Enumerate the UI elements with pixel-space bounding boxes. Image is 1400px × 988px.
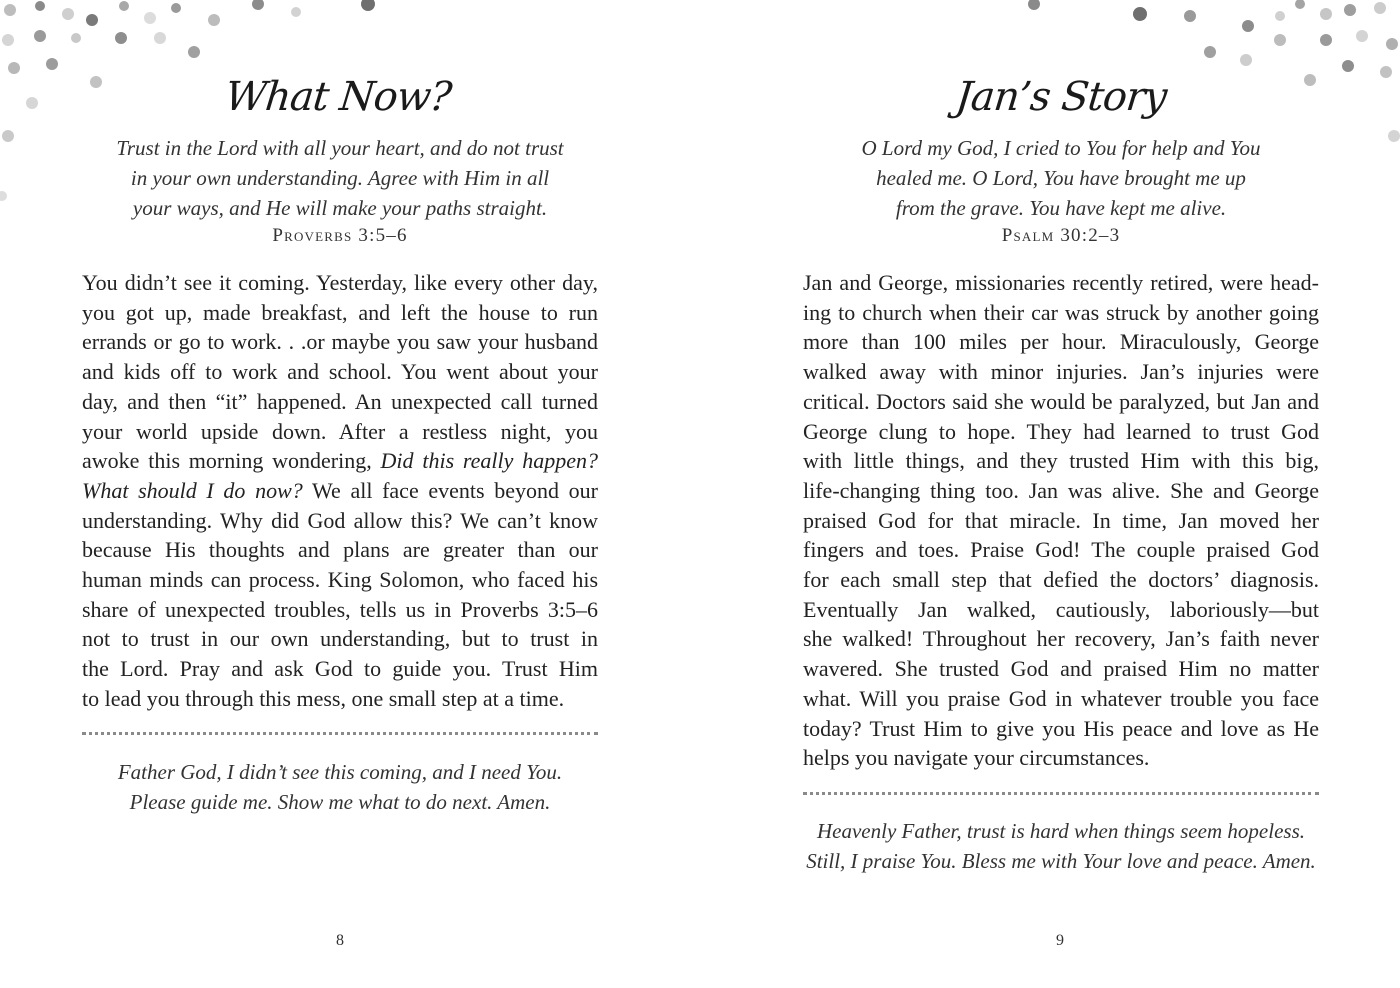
body-line: because His thoughts and plans are greater than our [82, 537, 598, 563]
body-line: life-changing thing too. Jan was alive. She and George [803, 477, 1319, 503]
body-line: walked away with minor injuries. Jan’s injuries were [803, 359, 1319, 385]
body-line: not to trust in our own understanding, but to trust in [82, 626, 598, 652]
body-line: George clung to hope. They had learned to trust God [803, 418, 1319, 444]
body-line: critical. Doctors said she would be paralyzed, but Jan and [803, 388, 1319, 414]
scripture-verse [803, 133, 1319, 223]
body-line: day, and then “it” happened. An unexpected call turned [82, 388, 598, 414]
body-line: with little things, and they trusted Him with this big, [803, 448, 1319, 474]
verse-line: in your own understanding. Agree with Him in all [130, 166, 550, 190]
body-line: Eventually Jan walked, cautiously, laboriously—but [803, 596, 1319, 622]
verse-line: from the grave. You have kept me alive. [895, 196, 1227, 220]
verse-line: O Lord my God, I cried to You for help and You [861, 136, 1261, 160]
body-line: to lead you through this mess, one small step at a time. [82, 685, 565, 711]
scripture-reference: Psalm 30:2–3 [1001, 225, 1121, 246]
closing-prayer [803, 816, 1319, 876]
dotted-divider [803, 792, 1319, 795]
body-line: your world upside down. After a restless night, you [82, 418, 598, 444]
body-line-italic: What should I do now? [82, 477, 303, 503]
prayer-line: Heavenly Father, trust is hard when things seem hopeless. [817, 819, 1305, 843]
page-title: Jan’s Story [953, 74, 1169, 120]
body-line-italic: Did this really happen? [380, 448, 598, 474]
page-number: 9 [1056, 932, 1064, 949]
page-title: What Now? [222, 74, 454, 120]
body-line: share of unexpected troubles, tells us in Proverbs 3:5–6 [82, 596, 598, 622]
body-line: today? Trust Him to give you His peace and love as He [803, 715, 1319, 741]
body-line: praised God for that miracle. In time, Jan moved her [803, 507, 1319, 533]
body-line: more than 100 miles per hour. Miraculously, George [803, 329, 1319, 355]
body-line: understanding. Why did God allow this? We can’t know [82, 507, 598, 533]
body-line: fingers and toes. Praise God! The couple praised God [803, 537, 1319, 563]
body-line: You didn’t see it coming. Yesterday, like every other day, [82, 270, 598, 295]
body-line: she walked! Throughout her recovery, Jan’s faith never [803, 626, 1319, 652]
body-line: wavered. She trusted God and praised Him no matter [803, 656, 1319, 682]
body-line: what. Will you praise God in whatever trouble you face [803, 685, 1319, 711]
page-number: 8 [336, 932, 344, 949]
dotted-divider [82, 732, 598, 735]
prayer-line: Please guide me. Show me what to do next. Amen. [129, 790, 551, 814]
closing-prayer [82, 757, 598, 817]
devotional-body [82, 268, 598, 714]
body-line: and kids off to work and school. You went about your [82, 359, 598, 385]
body-line: you got up, made breakfast, and left the house to run [82, 299, 598, 325]
body-line [82, 476, 598, 506]
prayer-line: Still, I praise You. Bless me with Your love and peace. Amen. [806, 849, 1316, 873]
verse-line: Trust in the Lord with all your heart, and do not trust [116, 136, 564, 160]
prayer-line: Father God, I didn’t see this coming, and I need You. [117, 760, 563, 784]
body-line: ing to church when their car was struck by another going [803, 299, 1319, 325]
body-line [82, 446, 598, 476]
right-page [700, 0, 1400, 988]
scripture-reference: Proverbs 3:5–6 [272, 225, 408, 246]
verse-line: your ways, and He will make your paths straight. [132, 196, 548, 220]
body-line-text: awoke this morning wondering, [82, 448, 372, 474]
body-line: errands or go to work. . .or maybe you saw your husband [82, 329, 598, 355]
body-line: human minds can process. King Solomon, who faced his [82, 567, 598, 593]
verse-line: healed me. O Lord, You have brought me up [876, 166, 1246, 190]
scripture-verse [82, 133, 598, 223]
body-line: for each small step that defied the doctors’ diagnosis. [803, 567, 1319, 593]
body-line: the Lord. Pray and ask God to guide you. Trust Him [82, 656, 598, 682]
body-line-text: We all face events beyond our [312, 477, 598, 503]
devotional-body [803, 268, 1319, 773]
body-line: Jan and George, missionaries recently retired, were head- [803, 270, 1319, 295]
body-line: helps you navigate your circumstances. [803, 745, 1150, 771]
